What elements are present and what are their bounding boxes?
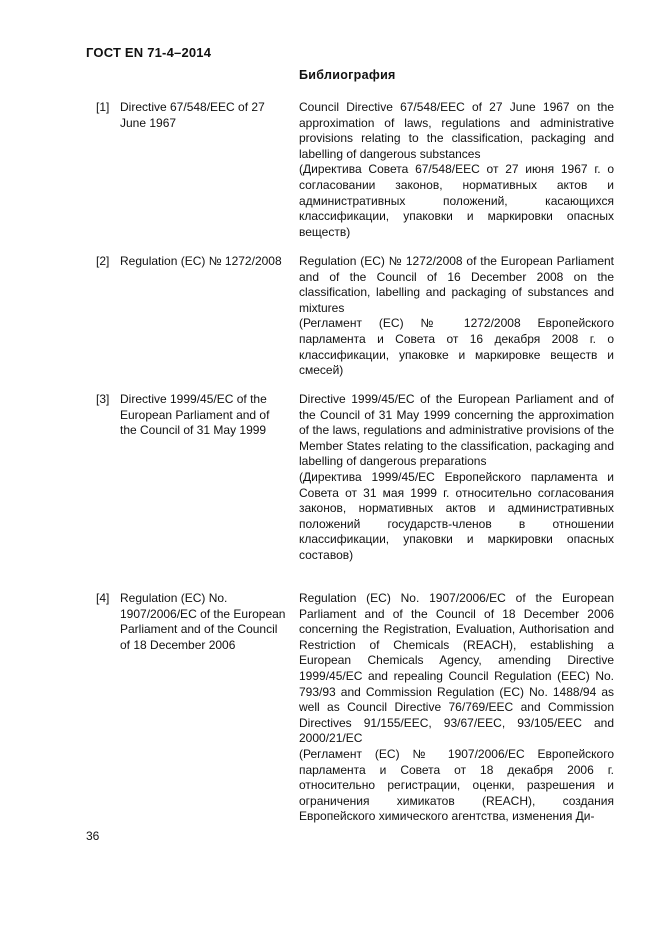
entry-english-text: Regulation (EC) No. 1907/2006/EC of the European Parliament and of the Council of 18 December 2006 concerning the Registration, Evaluation, Authorisation and Restriction of Chemicals (REACH), establishing a European Chemicals Agency, amending Directive 1999/45/EC and repealing Council Regulation (EEC) No. 793/93 and Commission Regulation (EC) No. 1488/94 as well as Council Directive 76/769/EEC and Commission Directives 91/155/EEC, 93/67/EEC, 93/105/EEC and 2000/21/EC — [299, 591, 614, 746]
entry-russian-text: (Регламент (ЕС) № 1272/2008 Европейского парламента и Совета от 16 декабря 2008 г. о классификации, упаковке и маркировке веществ и смесей) — [299, 316, 614, 378]
entry-full-reference — [299, 254, 614, 379]
document-code-header: ГОСТ EN 71-4–2014 — [86, 45, 212, 60]
bibliography-title: Библиография — [299, 68, 396, 82]
entry-short-reference: Directive 1999/45/EC of the European Parliament and of the Council of 31 May 1999 — [120, 392, 270, 438]
entry-full-reference — [299, 100, 614, 240]
entry-short-reference: Regulation (EC) No. 1907/2006/EC of the European Parliament and of the Council of 18 December 2006 — [120, 591, 286, 652]
entry-number: [1] — [96, 100, 110, 114]
entry-short-reference: Directive 67/548/EEC of 27 June 1967 — [120, 100, 265, 130]
entry-full-reference — [299, 392, 614, 564]
entry-russian-text: (Регламент (ЕС) № 1907/2006/ЕС Европейского парламента и Совета от 18 декабря 2006 г. относительно регистрации, оценки, разрешения и ограничения химикатов (REACH), создания Европейского химического агентства, изменения Ди- — [299, 746, 614, 824]
entry-english-text: Council Directive 67/548/EEC of 27 June 1967 on the approximation of laws, regulations and administrative provisions relating to the classification, packaging and labelling of dangerous substances — [299, 100, 614, 161]
entry-english-text: Directive 1999/45/EC of the European Parliament and of the Council of 31 May 1999 concerning the approximation of the laws, regulations and administrative provisions of the Member States relating to the classification, packaging and labelling of dangerous preparations — [299, 392, 614, 469]
entry-number: [2] — [96, 254, 110, 268]
entry-russian-text: (Директива 1999/45/ЕС Европейского парламента и Совета от 31 мая 1999 г. относительно согласования законов, нормативных актов и административных положений государств-членов в отношении классификации, упаковки и маркировки опасных составов) — [299, 469, 614, 562]
entry-short-reference: Regulation (EC) № 1272/2008 — [120, 254, 282, 268]
entry-number: [3] — [96, 392, 110, 406]
entry-full-reference — [299, 591, 614, 825]
entry-number: [4] — [96, 591, 110, 605]
entry-russian-text: (Директива Совета 67/548/EEC от 27 июня 1967 г. о согласовании законов, нормативных актов и административных положений, касающихся классификации, упаковки и маркировки опасных веществ) — [299, 162, 614, 239]
entry-english-text: Regulation (EC) № 1272/2008 of the European Parliament and of the Council of 16 December 2008 on the classification, labelling and packaging of substances and mixtures — [299, 254, 614, 315]
page-number: 36 — [86, 829, 100, 843]
